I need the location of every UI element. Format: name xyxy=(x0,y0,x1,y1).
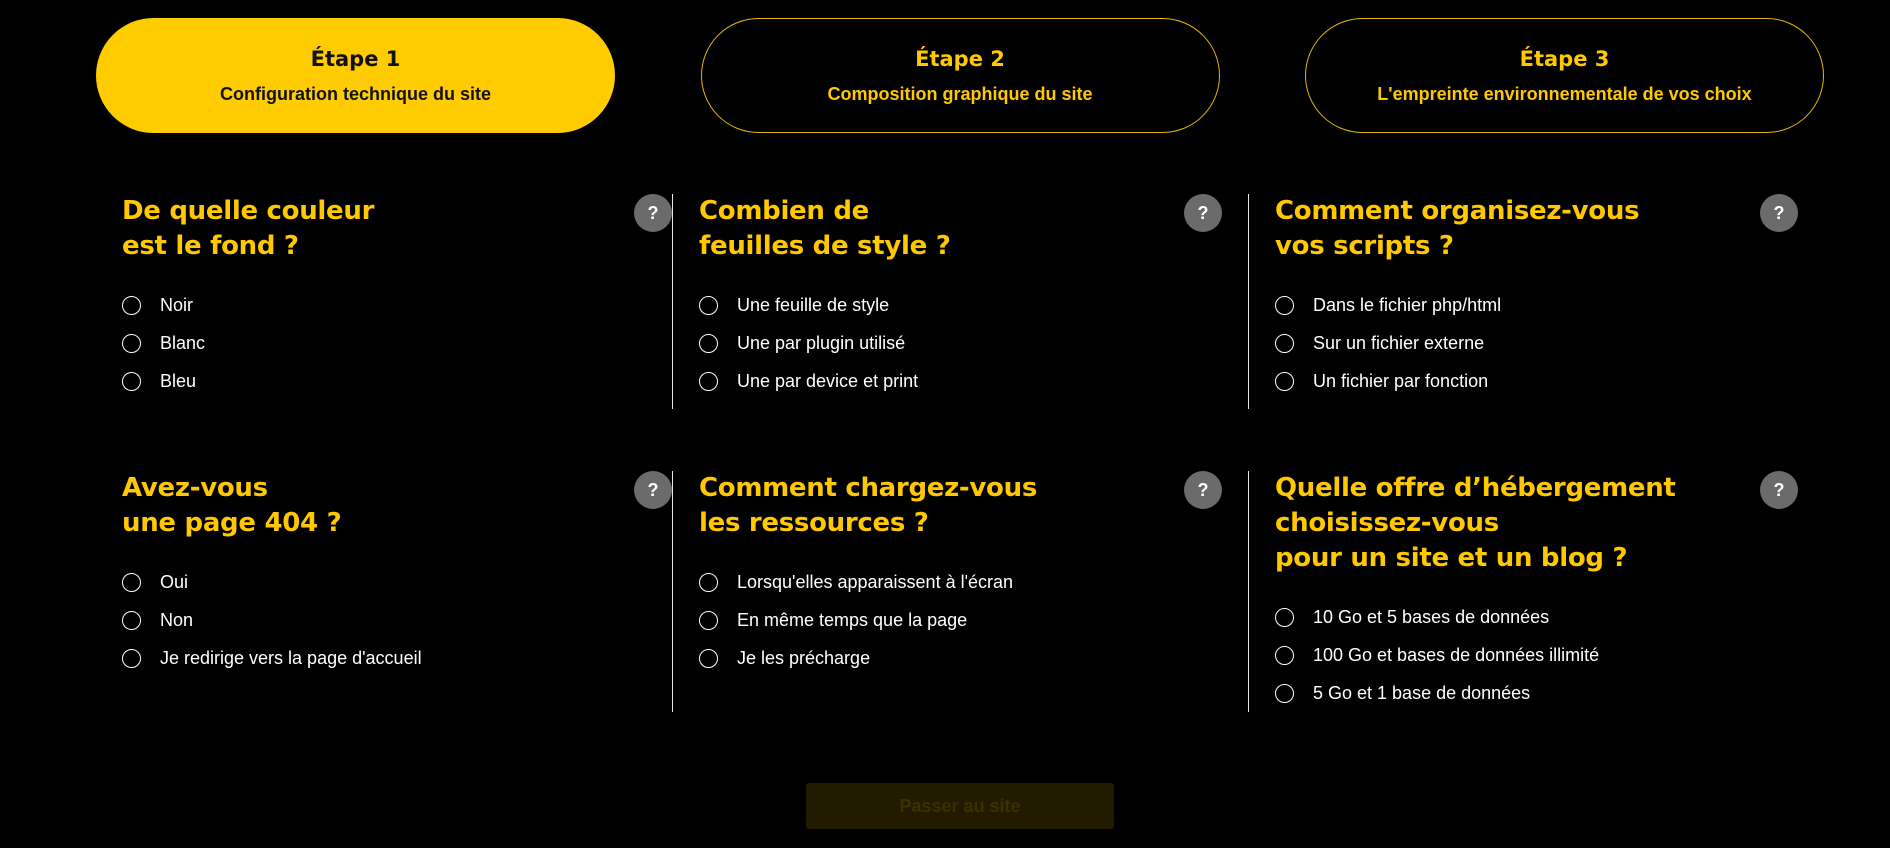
radio-button[interactable] xyxy=(122,573,141,592)
option-label: Non xyxy=(160,609,194,630)
radio-button[interactable] xyxy=(699,611,718,630)
radio-option[interactable] xyxy=(1275,674,1798,712)
radio-option[interactable] xyxy=(699,639,1222,677)
question-404-page xyxy=(96,471,672,712)
question-background-color xyxy=(96,194,672,409)
option-label: Une par plugin utilisé xyxy=(737,332,906,353)
step-subtitle: Configuration technique du site xyxy=(220,84,491,104)
options-list xyxy=(122,286,646,400)
step-subtitle: Composition graphique du site xyxy=(827,84,1093,104)
radio-button[interactable] xyxy=(1275,372,1294,391)
radio-option[interactable] xyxy=(699,324,1222,362)
help-icon[interactable]: ? xyxy=(1760,471,1798,509)
step-subtitle: L'empreinte environnementale de vos choix xyxy=(1377,84,1752,104)
options-list xyxy=(1275,598,1798,712)
radio-button[interactable] xyxy=(699,296,718,315)
option-label: Un fichier par fonction xyxy=(1313,370,1489,391)
help-icon[interactable]: ? xyxy=(1184,194,1222,232)
help-icon[interactable]: ? xyxy=(634,194,672,232)
option-label: Une par device et print xyxy=(737,370,919,391)
step-tabs xyxy=(96,18,1824,133)
radio-option[interactable] xyxy=(122,563,646,601)
option-label: Sur un fichier externe xyxy=(1313,332,1485,353)
step-title: Étape 3 xyxy=(1519,47,1610,71)
radio-option[interactable] xyxy=(122,639,646,677)
question-title: Comment chargez-vous les ressources ? xyxy=(699,473,1038,538)
option-label: 100 Go et bases de données illimité xyxy=(1313,644,1600,665)
radio-button[interactable] xyxy=(1275,684,1294,703)
option-label: Je redirige vers la page d'accueil xyxy=(160,647,422,668)
option-label: Je les précharge xyxy=(737,647,871,668)
radio-button[interactable] xyxy=(122,296,141,315)
radio-option[interactable] xyxy=(1275,362,1798,400)
radio-button[interactable] xyxy=(122,334,141,353)
question-title: Combien de feuilles de style ? xyxy=(699,196,951,261)
question-scripts xyxy=(1248,194,1824,409)
question-stylesheets xyxy=(672,194,1248,409)
step-title: Étape 1 xyxy=(310,47,401,71)
radio-button[interactable] xyxy=(699,649,718,668)
question-resources-loading xyxy=(672,471,1248,712)
option-label: Noir xyxy=(160,294,194,315)
option-label: Lorsqu'elles apparaissent à l'écran xyxy=(737,571,1014,592)
radio-option[interactable] xyxy=(1275,324,1798,362)
radio-option[interactable] xyxy=(699,601,1222,639)
option-label: Dans le fichier php/html xyxy=(1313,294,1502,315)
radio-option[interactable] xyxy=(1275,598,1798,636)
tab-step-2[interactable] xyxy=(701,18,1220,133)
tab-step-1[interactable] xyxy=(96,18,615,133)
question-title: Quelle offre d’hébergement choisissez-vous pour un site et un blog ? xyxy=(1275,473,1676,573)
radio-button[interactable] xyxy=(122,649,141,668)
radio-button[interactable] xyxy=(699,372,718,391)
radio-button[interactable] xyxy=(1275,334,1294,353)
radio-button[interactable] xyxy=(122,372,141,391)
option-label: En même temps que la page xyxy=(737,609,968,630)
options-list xyxy=(699,286,1222,400)
step-title: Étape 2 xyxy=(915,47,1005,71)
radio-button[interactable] xyxy=(699,573,718,592)
options-list xyxy=(699,563,1222,677)
radio-option[interactable] xyxy=(122,362,646,400)
radio-option[interactable] xyxy=(122,286,646,324)
option-label: 10 Go et 5 bases de données xyxy=(1313,606,1550,627)
radio-option[interactable] xyxy=(699,362,1222,400)
help-icon[interactable]: ? xyxy=(1760,194,1798,232)
options-list xyxy=(1275,286,1798,400)
option-label: Oui xyxy=(160,571,189,592)
option-label: Blanc xyxy=(160,332,206,353)
radio-button[interactable] xyxy=(1275,608,1294,627)
tab-step-3[interactable] xyxy=(1305,18,1824,133)
radio-option[interactable] xyxy=(699,563,1222,601)
radio-option[interactable] xyxy=(122,324,646,362)
radio-option[interactable] xyxy=(122,601,646,639)
option-label: Bleu xyxy=(160,370,197,391)
go-to-site-button[interactable]: Passer au site xyxy=(806,783,1114,829)
help-icon[interactable]: ? xyxy=(634,471,672,509)
options-list xyxy=(122,563,646,677)
question-title: Avez-vous une page 404 ? xyxy=(122,473,342,538)
questions-grid xyxy=(96,194,1824,712)
radio-button[interactable] xyxy=(1275,646,1294,665)
help-icon[interactable]: ? xyxy=(1184,471,1222,509)
question-title: De quelle couleur est le fond ? xyxy=(122,196,375,261)
radio-option[interactable] xyxy=(1275,286,1798,324)
question-hosting-offer xyxy=(1248,471,1824,712)
question-title: Comment organisez-vous vos scripts ? xyxy=(1275,196,1640,261)
option-label: Une feuille de style xyxy=(737,294,890,315)
radio-button[interactable] xyxy=(1275,296,1294,315)
option-label: 5 Go et 1 base de données xyxy=(1313,682,1531,703)
radio-button[interactable] xyxy=(122,611,141,630)
radio-option[interactable] xyxy=(1275,636,1798,674)
radio-button[interactable] xyxy=(699,334,718,353)
radio-option[interactable] xyxy=(699,286,1222,324)
